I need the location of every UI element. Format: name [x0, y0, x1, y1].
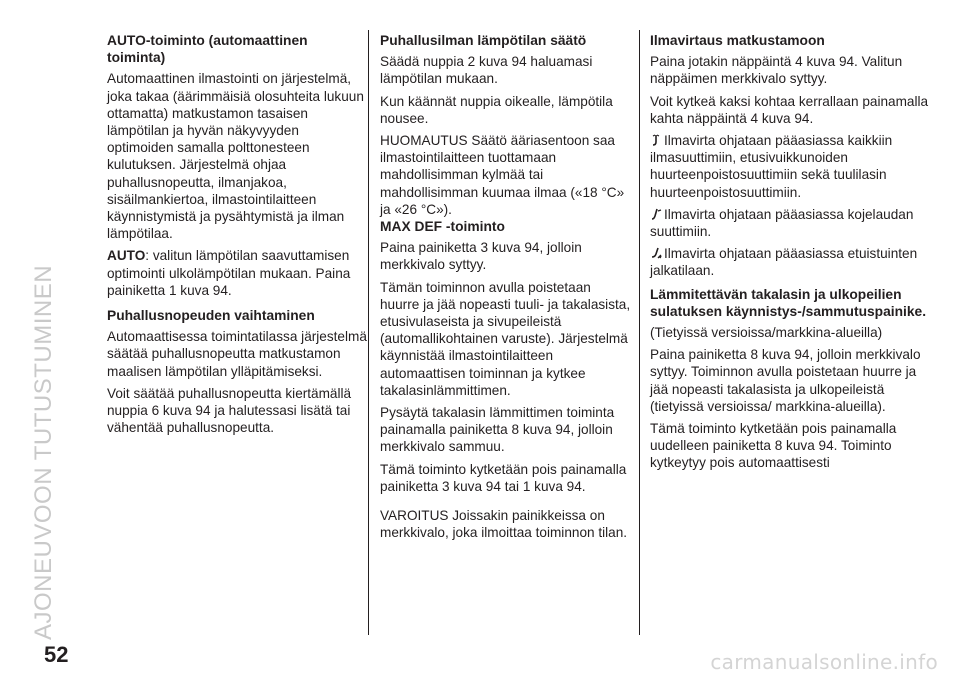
paragraph-airflow-all — [650, 132, 932, 201]
paragraph-airflow-feet — [650, 245, 932, 279]
paragraph-rear-1: (Tietyissä versioissa/markkina-alueilla) — [650, 325, 883, 341]
paragraph-max-def-1: Paina painiketta 3 kuva 94, jolloin merkkivalo syttyy. — [380, 240, 582, 273]
airflow-dashboard-icon — [650, 208, 662, 220]
paragraph-airflow-dash — [650, 206, 932, 240]
paragraph-rear-3: Tämä toiminto kytketään pois painamalla uudelleen painiketta 8 kuva 94. Toiminto kytkeytyy pois automaattisesti — [650, 421, 897, 471]
airflow-windshield-icon — [650, 134, 662, 146]
watermark: carmanualsonline.info — [710, 650, 938, 674]
paragraph-fan-speed-2: Voit säätää puhallusnopeutta kiertämällä nuppia 6 kuva 94 ja halutessasi lisätä tai vähentää puhallusnopeutta. — [107, 385, 352, 436]
column-1 — [107, 32, 369, 441]
paragraph-temp-1: Säädä nuppia 2 kuva 94 haluamasi lämpötilan mukaan. — [380, 54, 593, 87]
heading-max-def: MAX DEF -toiminto — [380, 219, 505, 235]
heading-fan-speed: Puhallusnopeuden vaihtaminen — [107, 308, 315, 324]
airflow-feet-text: Ilmavirta ohjataan pääasiassa etuistuinten jalkatilaan. — [650, 246, 918, 279]
heading-rear-defrost: Lämmitettävän takalasin ja ulkopeilien sulatuksen käynnistys-/sammutuspainike. — [650, 286, 927, 319]
paragraph-rear-2: Paina painiketta 8 kuva 94, jolloin merkkivalo syttyy. Toiminnon avulla poistetaan huurre ja jää nopeasti takalasista ja ulkopeileistä (tietyissä versioissa/ markkina-alueilla). — [650, 347, 921, 414]
auto-button-text: : valitun lämpötilan saavuttamisen optimointi ulkolämpötilan mukaan. Paina painiketta 1 kuva 94. — [107, 248, 351, 298]
paragraph-max-def-2: Tämän toiminnon avulla poistetaan huurre ja jää nopeasti tuuli- ja takalasista, etusivulaseista ja sivupeileistä (automallikohtainen varuste). Järjestelmä käynnistää ilmastointilaitteen automaattisen toiminnan ja kytkee takalasinlämmittimen. — [380, 279, 631, 398]
heading-airflow: Ilmavirtaus matkustamoon — [650, 33, 825, 48]
airflow-all-text: Ilmavirta ohjataan pääasiassa kaikkiin ilmasuuttimiin, etusivuikkunoiden huurteenpoistosuuttimiin sekä tuulilasin huurteenpoistosuuttimiin. — [650, 133, 893, 200]
paragraph-auto-button — [107, 247, 369, 299]
paragraph-auto-description: Automaattinen ilmastointi on järjestelmä, joka takaa (äärimmäisiä olosuhteita lukuun ottamatta) matkustamon tasaisen lämpötilan ja hyvän näkyvyyden optimoiden samalla polttonesteen kulutuksen. Järjestelmä ohjaa puhallusnopeutta, ilmanjakoa, sisäilmankiertoa, ilmastointilaitteen käynnistymistä ja pysähtymistä ja ilman lämpötilaa. — [107, 71, 364, 242]
paragraph-max-def-3: Pysäytä takalasin lämmittimen toiminta painamalla painiketta 8 kuva 94, jolloin merkkivalo sammuu. — [380, 405, 615, 455]
paragraph-temp-2: Kun käännät nuppia oikealle, lämpötila nousee. — [380, 93, 613, 126]
paragraph-airflow-2: Voit kytkeä kaksi kohtaa kerrallaan painamalla kahta näppäintä 4 kuva 94. — [650, 93, 929, 126]
paragraph-fan-speed-1: Automaattisessa toimintatilassa järjestelmä säätää puhallusnopeutta matkustamon maalisen lämpötilan ylläpitämiseksi. — [107, 329, 367, 379]
auto-label: AUTO — [107, 248, 146, 264]
page-number: 52 — [44, 642, 69, 667]
paragraph-airflow-1: Paina jotakin näppäintä 4 kuva 94. Valitun näppäimen merkkivalo syttyy. — [650, 54, 903, 87]
chapter-side-title: AJONEUVOON TUTUSTUMINEN — [30, 264, 57, 640]
paragraph-max-def-4: Tämä toiminto kytketään pois painamalla painiketta 3 kuva 94 tai 1 kuva 94. — [380, 461, 627, 494]
column-3 — [650, 32, 932, 477]
column-2 — [380, 32, 632, 546]
column-divider — [639, 30, 640, 635]
paragraph-warning: VAROITUS Joissakin painikkeissa on merkkivalo, joka ilmoittaa toiminnon tilan. — [380, 508, 628, 541]
paragraph-temp-note: HUOMAUTUS Säätö ääriasentoon saa ilmastointilaitteen tuottamaan mahdollisimman kylmää tai mahdollisimman kuumaa ilmaa («18 °C» ja «26 °C»). — [380, 133, 625, 217]
airflow-dash-text: Ilmavirta ohjataan pääasiassa kojelaudan suuttimiin. — [650, 206, 914, 240]
airflow-feet-icon — [650, 247, 662, 259]
heading-auto-function: AUTO-toiminto (automaattinen toiminta) — [107, 33, 308, 66]
heading-temperature: Puhallusilman lämpötilan säätö — [380, 33, 587, 48]
